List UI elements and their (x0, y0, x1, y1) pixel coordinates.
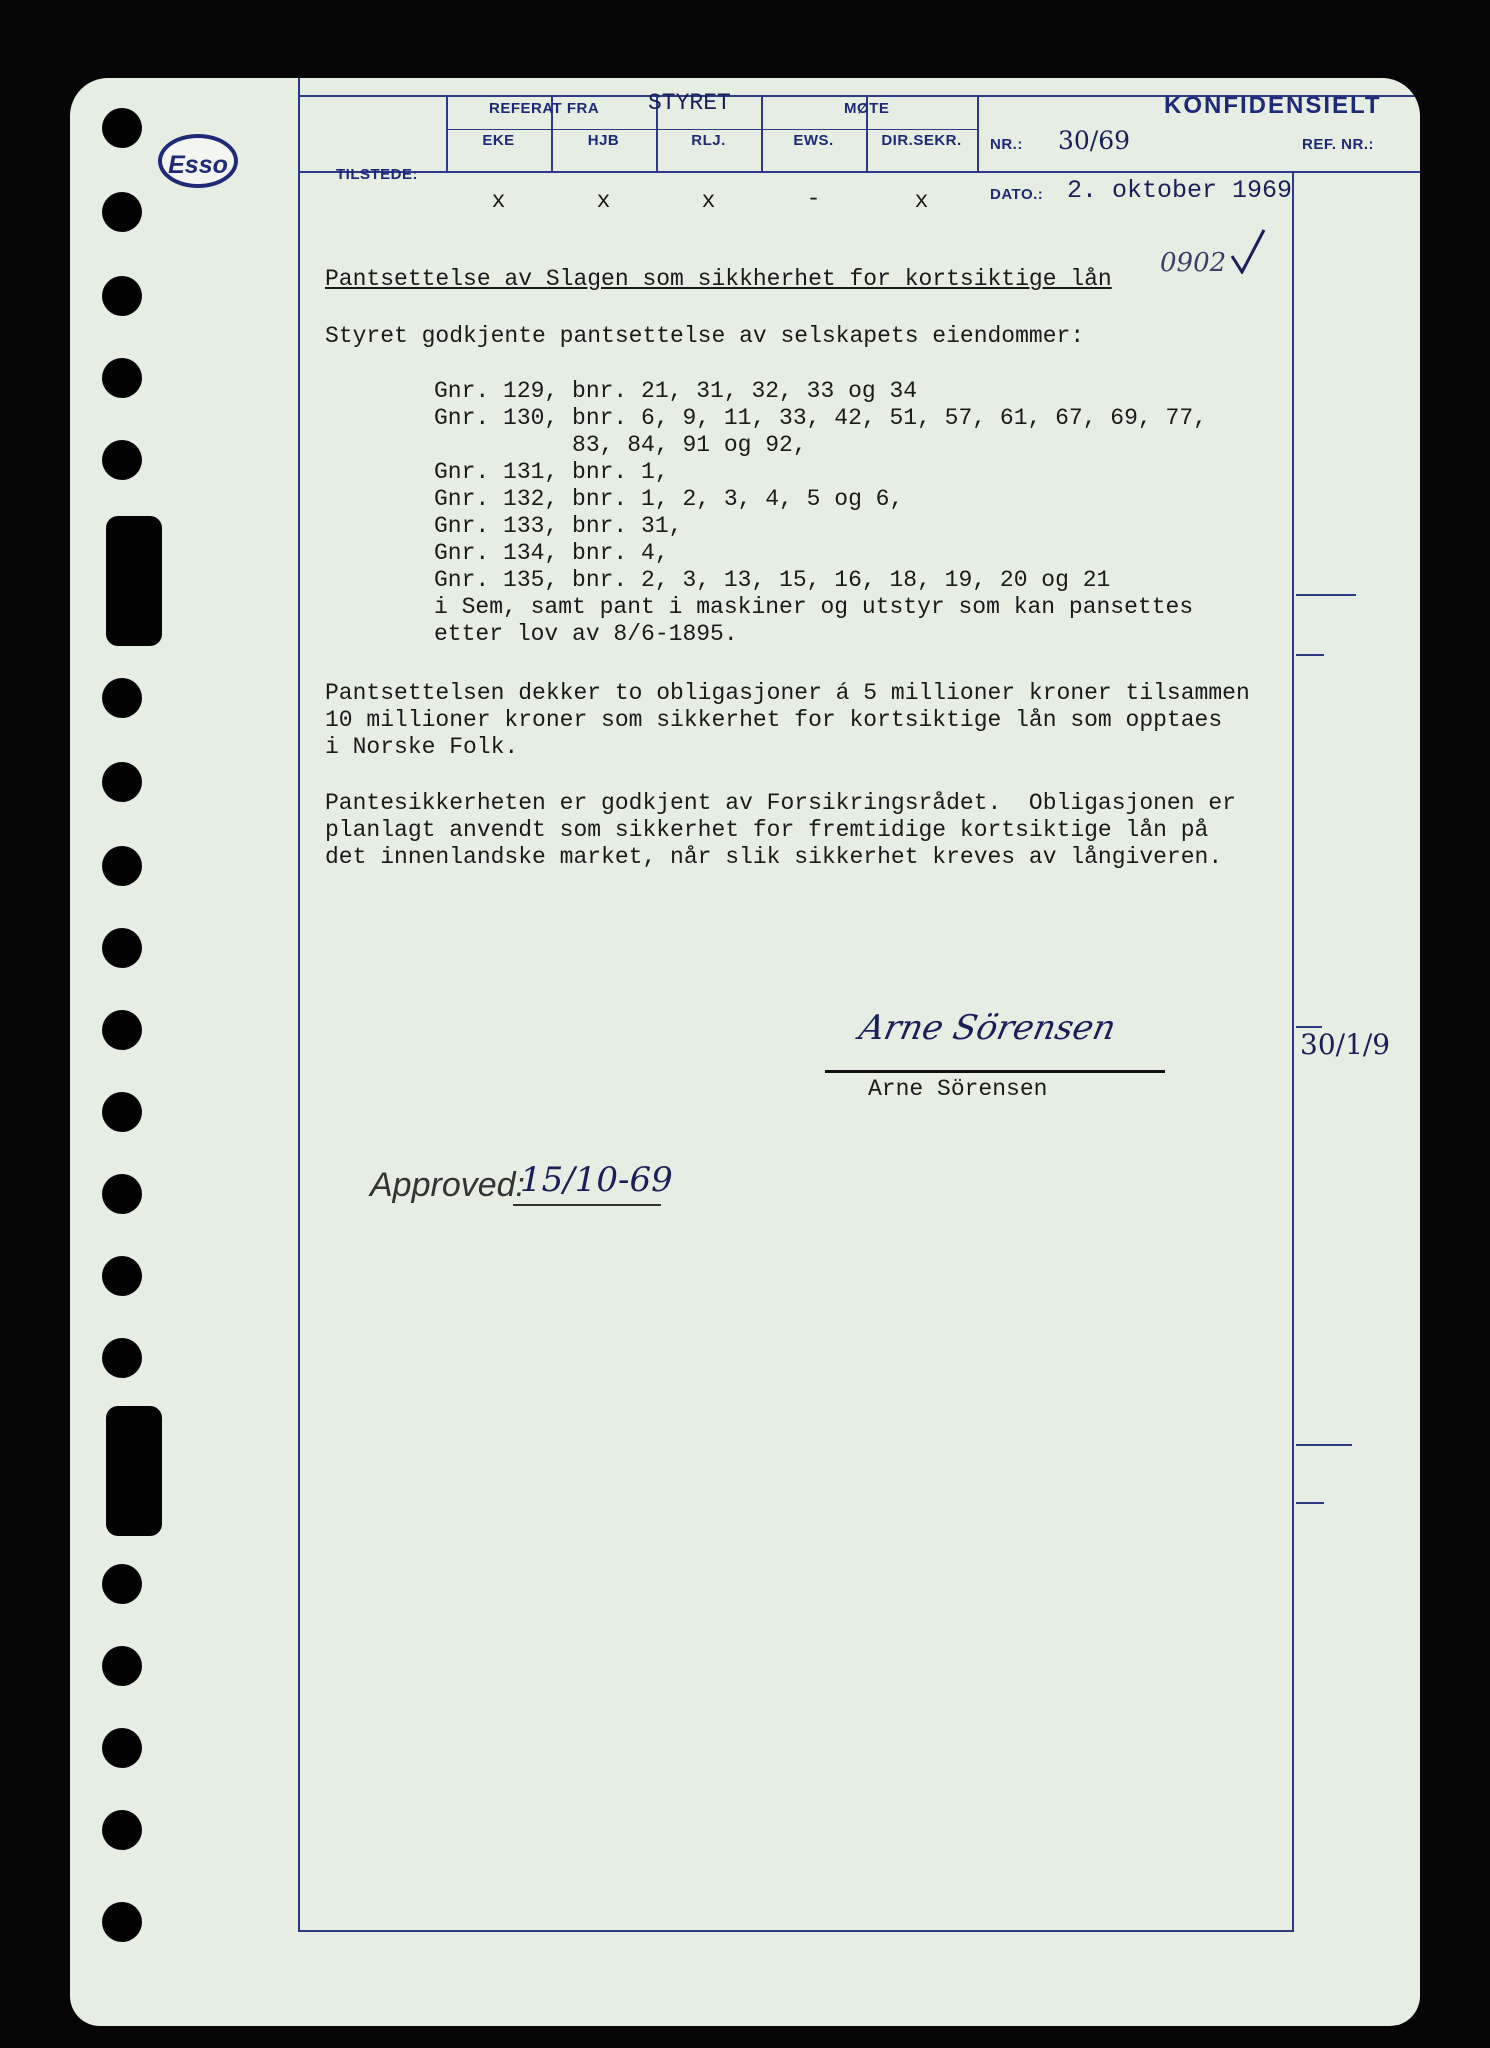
referat-label: REFERAT FRA (489, 100, 600, 117)
attendee-mark: x (914, 188, 929, 214)
signatory-name: Arne Sörensen (868, 1076, 1048, 1102)
paragraph-line: Pantesikkerheten er godkjent av Forsikringsrådet. Obligasjonen er (325, 790, 1236, 816)
paragraph-line: det innenlandske market, når slik sikkerhet kreves av långiveren. (325, 844, 1223, 870)
attendee-label: HJB (587, 132, 620, 149)
attendee-label: EWS. (793, 132, 834, 149)
approved-date: 15/10-69 (520, 1160, 673, 1200)
ref-nr-label: REF. NR.: (1302, 136, 1374, 153)
attendee-label: RLJ. (691, 132, 726, 149)
confidential-label: KONFIDENSIELT (1164, 92, 1382, 119)
binder-hole (102, 440, 142, 480)
binder-slot (106, 516, 162, 646)
binder-hole (102, 1338, 142, 1378)
binder-hole (102, 1174, 142, 1214)
header-line-bottom (298, 171, 1420, 173)
property-line: Gnr. 135, bnr. 2, 3, 13, 15, 16, 18, 19, 20 og 21 (434, 567, 1111, 593)
approved-label: Approved: (370, 1166, 525, 1204)
property-line: 83, 84, 91 og 92, (434, 432, 807, 458)
paragraph-line: planlagt anvendt som sikkerhet for fremtidige kortsiktige lån på (325, 817, 1209, 843)
document-title: Pantsettelse av Slagen som sikkherhet for kortsiktige lån (325, 266, 1112, 292)
left-margin-line (298, 78, 300, 1930)
handwritten-stamp: 0902 (1160, 248, 1227, 278)
binder-slot (106, 1406, 162, 1536)
binder-hole (102, 1092, 142, 1132)
binder-hole (102, 1902, 142, 1942)
binder-hole (102, 678, 142, 718)
referat-value: STYRET (648, 90, 731, 116)
attendee-mark: x (491, 188, 506, 214)
binder-hole (102, 192, 142, 232)
mote-label: MØTE (844, 100, 890, 117)
attendee-mark: x (596, 188, 611, 214)
bottom-line (298, 1930, 1294, 1932)
margin-tick (1296, 654, 1324, 656)
binder-hole (102, 1010, 142, 1050)
binder-hole (102, 1728, 142, 1768)
binder-hole (102, 762, 142, 802)
binder-hole (102, 928, 142, 968)
binder-hole (102, 1646, 142, 1686)
tilstede-label: TILSTEDE: (336, 166, 418, 183)
property-line: etter lov av 8/6-1895. (434, 621, 738, 647)
property-line: i Sem, samt pant i maskiner og utstyr som kan pansettes (434, 594, 1194, 620)
checkmark-icon (1230, 228, 1266, 279)
binder-hole (102, 1810, 142, 1850)
attendee-label: DIR.SEKR. (881, 132, 962, 149)
binder-hole (102, 846, 142, 886)
paragraph-line: i Norske Folk. (325, 734, 519, 760)
nr-label: NR.: (990, 136, 1023, 153)
margin-note: 30/1/9 (1300, 1028, 1391, 1061)
esso-logo: Esso (158, 134, 238, 188)
margin-tick (1296, 1502, 1324, 1504)
property-line: Gnr. 131, bnr. 1, (434, 459, 669, 485)
property-line: Gnr. 133, bnr. 31, (434, 513, 683, 539)
property-line: Gnr. 132, bnr. 1, 2, 3, 4, 5 og 6, (434, 486, 904, 512)
dato-label: DATO.: (990, 186, 1044, 203)
binder-hole (102, 358, 142, 398)
col-divider-6 (977, 95, 979, 171)
dato-value: 2. oktober 1969 (1067, 176, 1293, 205)
property-line: Gnr. 129, bnr. 21, 31, 32, 33 og 34 (434, 378, 918, 404)
binder-hole (102, 1256, 142, 1296)
handwritten-signature: Arne Sörensen (855, 1008, 1120, 1048)
attendee-row-line (446, 129, 977, 130)
signature-line (825, 1070, 1165, 1073)
nr-value: 30/69 (1058, 126, 1131, 155)
document-page (70, 78, 1420, 2026)
property-line: Gnr. 134, bnr. 4, (434, 540, 669, 566)
attendee-mark: - (806, 186, 821, 212)
paragraph-line: Pantsettelsen dekker to obligasjoner á 5 millioner kroner tilsammen (325, 680, 1250, 706)
binder-hole (102, 276, 142, 316)
approved-underline (513, 1204, 661, 1206)
paragraph-line: 10 millioner kroner som sikkerhet for kortsiktige lån som opptaes (325, 707, 1223, 733)
binder-hole (102, 108, 142, 148)
margin-tick (1296, 1444, 1352, 1446)
right-margin-line (1292, 171, 1294, 1931)
property-line: Gnr. 130, bnr. 6, 9, 11, 33, 42, 51, 57, 61, 67, 69, 77, (434, 405, 1207, 431)
attendee-label: EKE (482, 132, 515, 149)
attendee-mark: x (701, 188, 716, 214)
intro-text: Styret godkjente pantsettelse av selskapets eiendommer: (325, 323, 1085, 349)
margin-tick (1296, 594, 1356, 596)
binder-hole (102, 1564, 142, 1604)
